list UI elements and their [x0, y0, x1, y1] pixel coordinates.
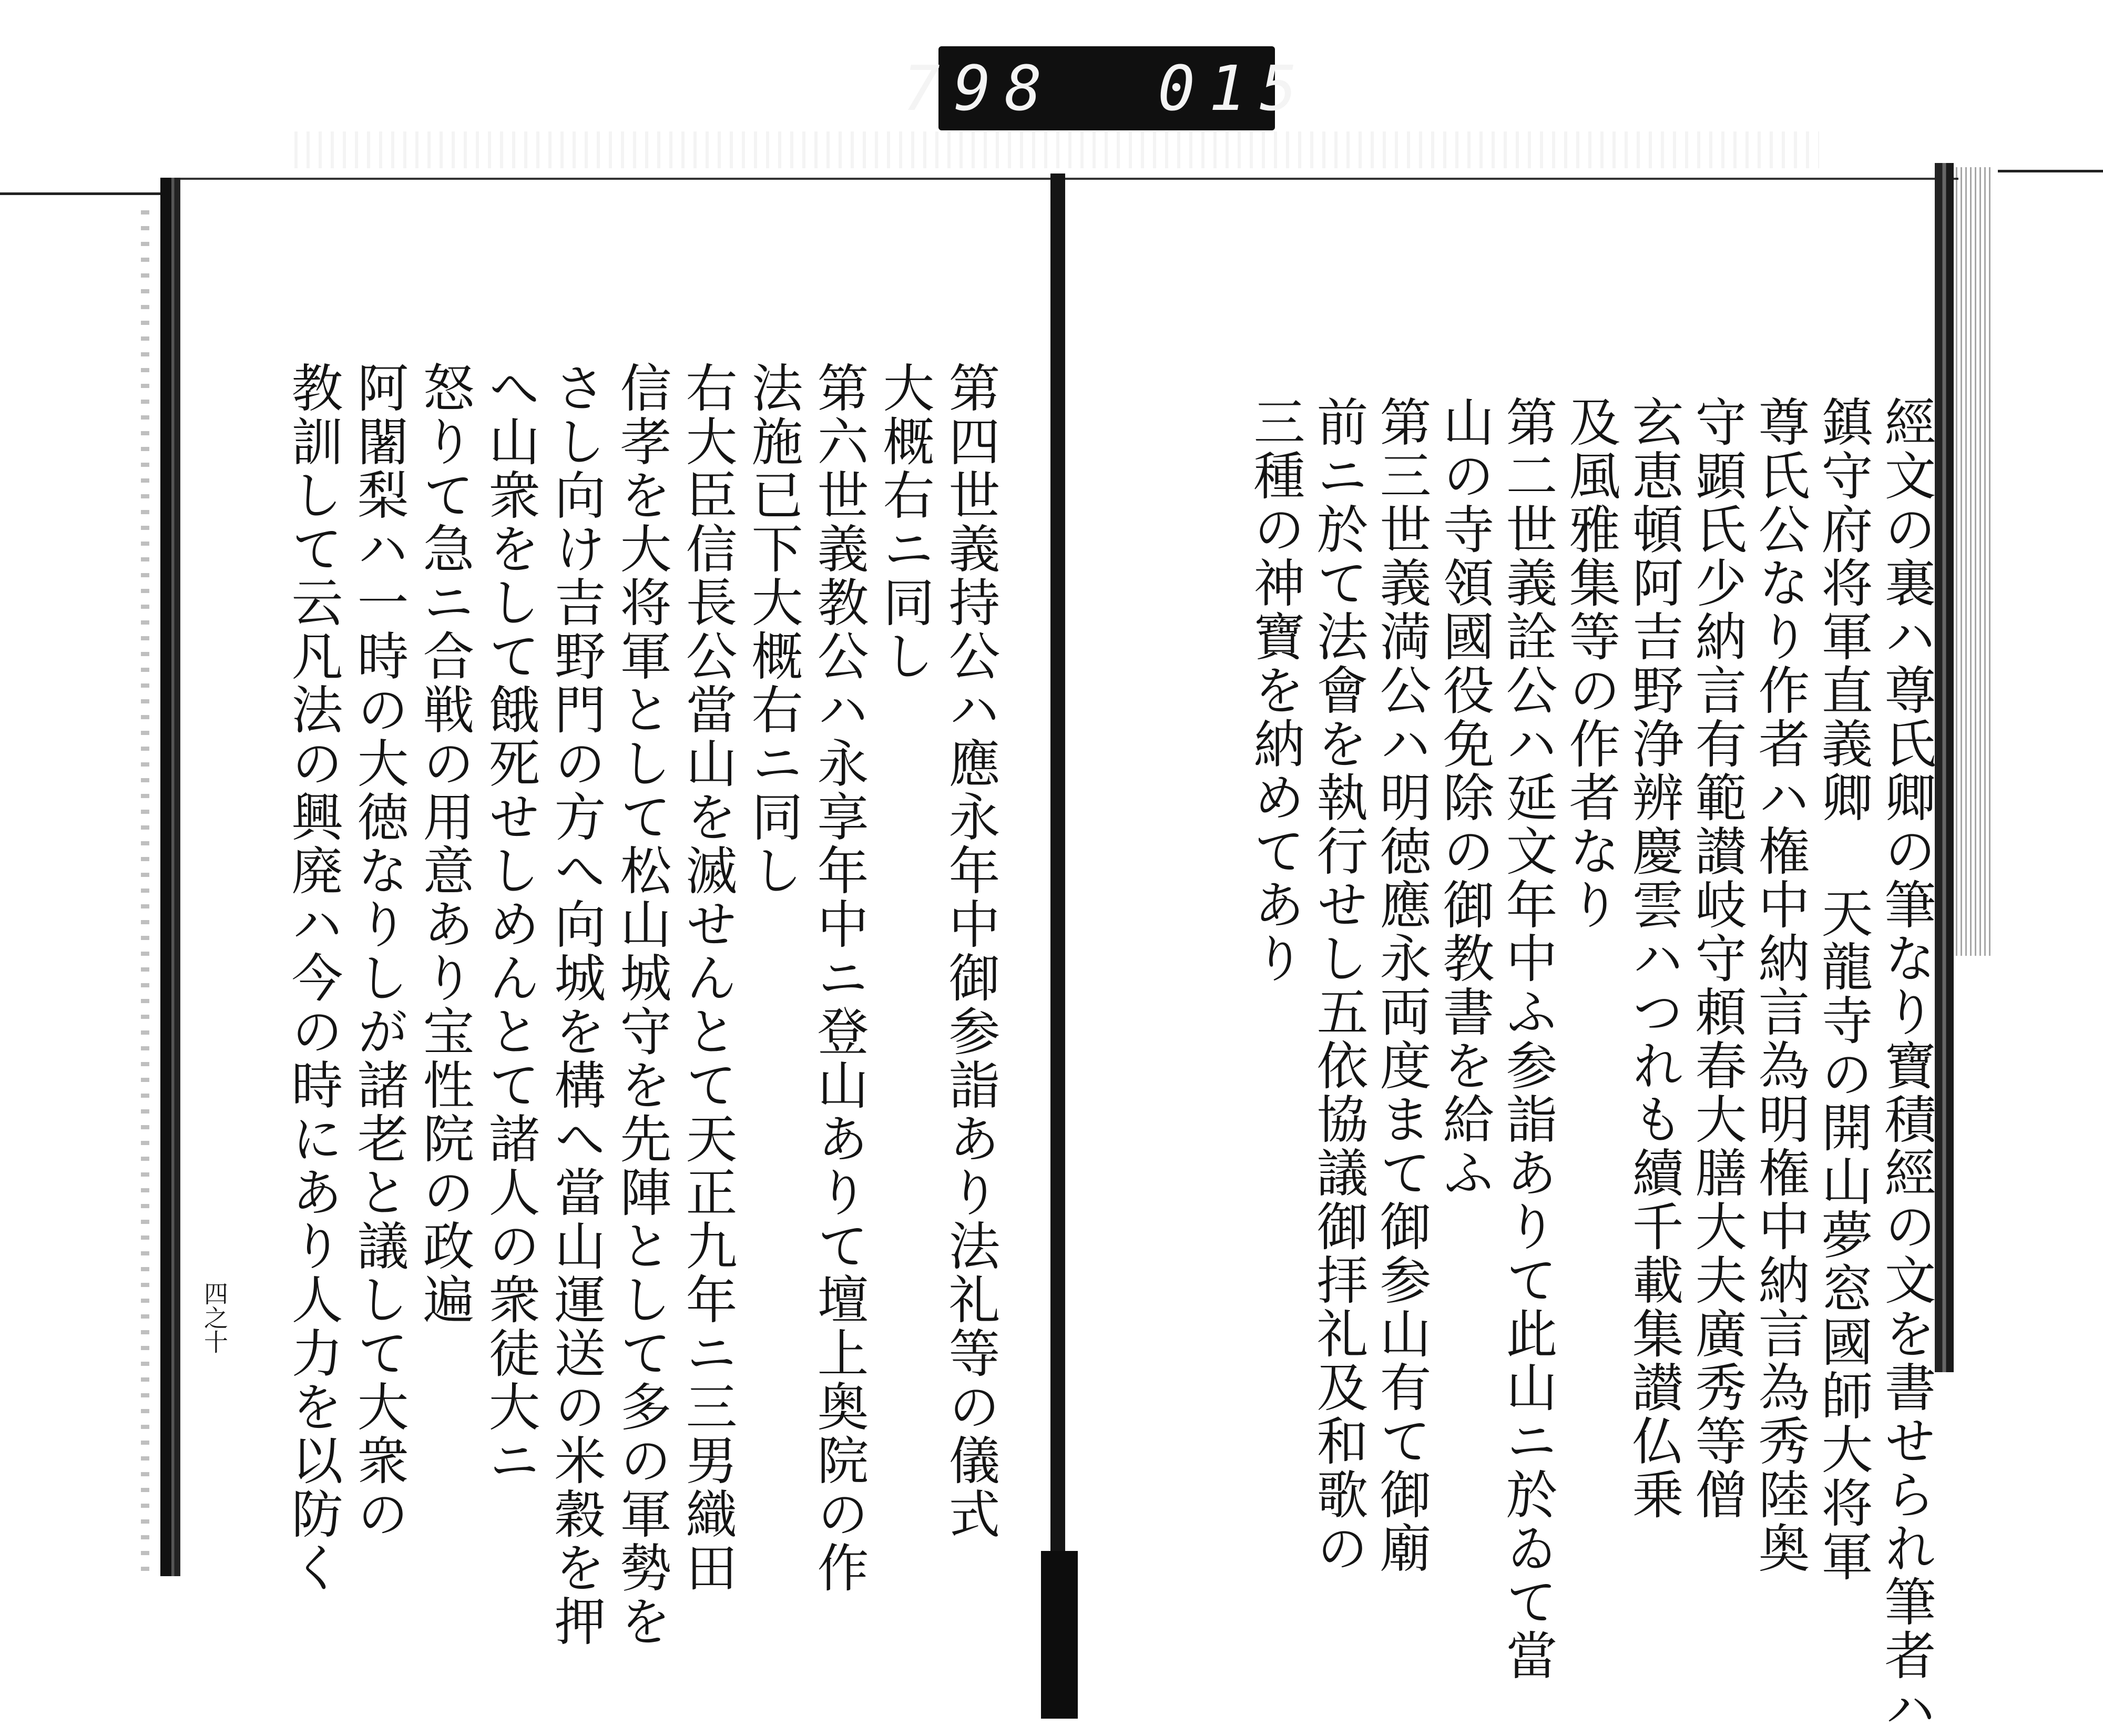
text-column: 守顕氏少納言有範讃岐守頼春大膳大夫廣秀等僧: [1687, 395, 1747, 1521]
book-spine: [1050, 173, 1065, 1551]
text-column: 山の寺領國役免除の御教書を給ふ: [1434, 395, 1494, 1200]
folio-number: 四之十: [200, 1281, 229, 1354]
text-column: 阿闍梨ハ一時の大徳なりしが諸老と議して大衆の: [349, 361, 409, 1541]
text-column: 玄恵頓阿吉野浄辨慶雲ハつれも續千載集讃仏乗: [1624, 395, 1683, 1521]
text-column: 及風雅集等の作者なり: [1560, 395, 1620, 932]
text-column: 第六世義教公ハ永享年中ニ登山ありて壇上奥院の作: [809, 361, 869, 1595]
text-column: さし向け吉野門の方へ向城を構へ當山運送の米穀を押: [546, 361, 606, 1648]
text-column: 第四世義持公ハ應永年中御参詣あり法礼等の儀式: [940, 361, 1000, 1541]
spine-block: [1041, 1551, 1078, 1719]
right-outer-rule: [1998, 170, 2103, 172]
text-column: 法施已下大概右ニ同し: [743, 361, 803, 897]
left-edge-shade: [141, 210, 149, 1577]
text-column: 第二世義詮公ハ延文年中ふ参詣ありて此山ニ於ゐて當: [1497, 395, 1557, 1682]
right-page: [1067, 180, 1936, 1736]
text-column: 第三世義満公ハ明徳應永両度まて御参山有て御廟: [1371, 395, 1431, 1575]
catalog-label-text: 798 015: [902, 52, 1311, 125]
paper-speckle: [294, 131, 1819, 168]
text-column: 三種の神寶を納めてあり: [1245, 395, 1305, 985]
text-column: 經文の裏ハ尊氏卿の筆なり寶積經の文を書せられ筆者ハ: [1876, 395, 1936, 1736]
text-column: 信孝を大将軍として松山城守を先陣として多の軍勢を: [611, 361, 671, 1648]
text-column: 鎮守府将軍直義卿 天龍寺の開山夢窓國師大将軍: [1813, 395, 1873, 1584]
text-column: 教訓して云凡法の興廃ハ今の時にあり人力を以防く: [283, 361, 343, 1595]
text-column: 尊氏公なり作者ハ権中納言為明権中納言為秀陸奥: [1750, 395, 1810, 1575]
text-column: 大概右ニ同し: [874, 361, 934, 683]
right-book-edge: [1935, 163, 1954, 1372]
text-column: へ山衆をして餓死せしめんとて諸人の衆徒大ニ: [480, 361, 540, 1487]
catalog-label-plate: [902, 46, 1311, 130]
left-book-edge: [160, 178, 180, 1576]
right-page-edge-lines: [1956, 167, 1993, 956]
text-column: 右大臣信長公當山を滅せんとて天正九年ニ三男織田: [677, 361, 737, 1595]
left-outer-rule: [0, 192, 171, 195]
left-page: [181, 180, 1052, 1648]
text-column: 怒りて急ニ合戦の用意あり宝性院の政遍: [414, 361, 474, 1326]
text-column: 前ニ於て法會を執行せし五依協議御拝礼及和歌の: [1308, 395, 1368, 1575]
